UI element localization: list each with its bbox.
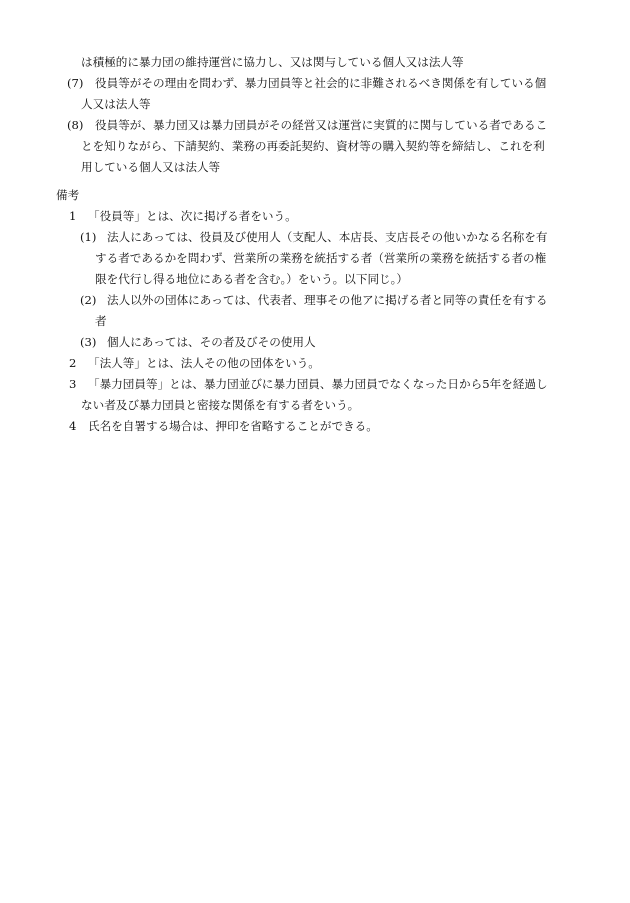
item-8-line-2: とを知りながら、下請契約、業務の再委託契約、資材等の購入契約等を締結し、これを利 bbox=[81, 139, 545, 153]
note-1-sub-1-line-3: 限を代行し得る地位にある者を含む。）をいう。以下同じ。） bbox=[95, 272, 409, 286]
item-8-line-1: 役員等が、暴力団又は暴力団員がその経営又は運営に実質的に関与している者であるこ bbox=[95, 118, 548, 132]
note-1-sub-2-line-1: 法人以外の団体にあっては、代表者、理事その他アに掲げる者と同等の責任を有する bbox=[107, 293, 548, 307]
note-4-number: 4 bbox=[69, 419, 77, 433]
note-3-number: 3 bbox=[69, 377, 77, 391]
item-8-number: (8) bbox=[67, 118, 84, 132]
note-2-number: 2 bbox=[69, 356, 77, 370]
note-1-sub-2-number: (2) bbox=[80, 293, 97, 307]
note-1-sub-1-line-2: する者であるかを問わず、営業所の業務を統括する者（営業所の業務を統括する者の権 bbox=[95, 251, 547, 265]
note-1-number: 1 bbox=[69, 209, 77, 223]
remarks-heading: 備考 bbox=[56, 188, 80, 202]
note-1-text: 「役員等」とは、次に掲げる者をいう。 bbox=[88, 209, 297, 223]
note-3-line-2: ない者及び暴力団員と密接な関係を有する者をいう。 bbox=[81, 398, 360, 412]
item-7-number: (7) bbox=[67, 76, 84, 90]
item-7-line-2: 人又は法人等 bbox=[81, 97, 151, 111]
item-8-line-3: 用している個人又は法人等 bbox=[81, 160, 221, 174]
note-2-text: 「法人等」とは、法人その他の団体をいう。 bbox=[88, 356, 320, 370]
note-1-sub-3-number: (3) bbox=[80, 335, 97, 349]
continuation-line: は積極的に暴力団の維持運営に協力し、又は関与している個人又は法人等 bbox=[81, 55, 464, 69]
item-7-line-1: 役員等がその理由を問わず、暴力団員等と社会的に非難されるべき関係を有している個 bbox=[95, 76, 547, 90]
note-1-sub-2-line-2: 者 bbox=[95, 314, 107, 328]
note-3-line-1: 「暴力団員等」とは、暴力団並びに暴力団員、暴力団員でなくなった日から5年を経過し bbox=[88, 377, 548, 391]
note-1-sub-1-line-1: 法人にあっては、役員及び使用人（支配人、本店長、支店長その他いかなる名称を有 bbox=[107, 230, 548, 244]
note-4-text: 氏名を自署する場合は、押印を省略することができる。 bbox=[88, 419, 378, 433]
note-1-sub-1-number: (1) bbox=[80, 230, 97, 244]
note-1-sub-3-line-1: 個人にあっては、その者及びその使用人 bbox=[107, 335, 316, 349]
